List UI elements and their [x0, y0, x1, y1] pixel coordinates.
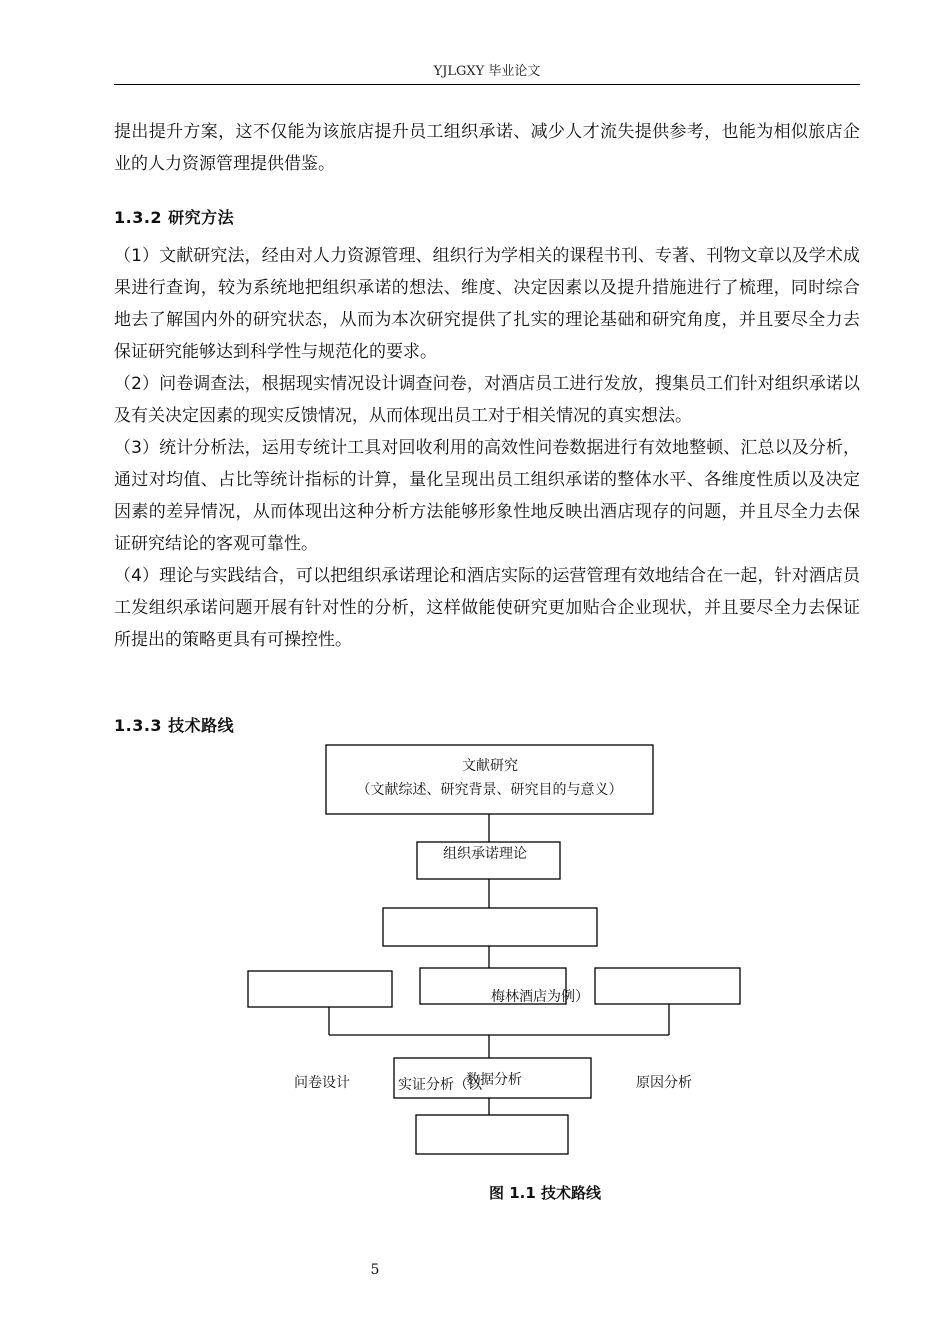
- box2-label: 组织承诺理论: [443, 846, 527, 862]
- method-item-4: （4）理论与实践结合，可以把组织承诺理论和酒店实际的运营管理有效地结合在一起，针对酒店员工发组织承诺问题开展有针对性的分析，这样做能使研究更加贴合企业现状，并且要尽全力去保证所提出的策略更具有可操控性。: [114, 566, 860, 650]
- section-heading-1-3-3: 1.3.3 技术路线: [114, 716, 235, 735]
- hotel-example-label: 梅林酒店为例）: [491, 989, 589, 1005]
- box-left: [248, 971, 392, 1007]
- empirical-analysis-label: 实证分析（以: [398, 1077, 482, 1093]
- cause-analysis-label: 原因分析: [636, 1075, 692, 1091]
- data-analysis-label: 数据分析: [466, 1072, 522, 1088]
- method-item-3: （3）统计分析法，运用专统计工具对回收利用的高效性问卷数据进行有效地整顿、汇总以及分析，通过对均值、占比等统计指标的计算，量化呈现出员工组织承诺的整体水平、各维度性质以及决定因素的差异情况，从而体现出这种分析方法能够形象性地反映出酒店现存的问题，并且尽全力去保证研究结论的客观可靠性。: [114, 438, 860, 554]
- box-empirical-analysis: [383, 908, 597, 946]
- page-number: 5: [370, 1262, 380, 1278]
- running-header: YJLGXY 毕业论文: [433, 64, 541, 79]
- questionnaire-design-label: 问卷设计: [294, 1075, 350, 1091]
- section-heading-1-3-2: 1.3.2 研究方法: [114, 208, 235, 227]
- box-right: [595, 968, 740, 1004]
- box-bottom: [416, 1115, 568, 1154]
- method-item-1: （1）文献研究法，经由对人力资源管理、组织行为学相关的课程书刊、专著、刊物文章以及学术成果进行查询，较为系统地把组织承诺的想法、维度、决定因素以及提升措施进行了梳理，同时综合地去了解国内外的研究状态，从而为本次研究提供了扎实的理论基础和研究角度，并且要尽全力去保证研究能够达到科学性与规范化的要求。: [114, 246, 860, 362]
- method-item-2: （2）问卷调查法，根据现实情况设计调查问卷，对酒店员工进行发放，搜集员工们针对组织承诺以及有关决定因素的现实反馈情况，从而体现出员工对于相关情况的真实想法。: [114, 374, 860, 426]
- box1-subtitle: （文献综述、研究背景、研究目的与意义）: [356, 782, 623, 798]
- box1-title: 文献研究: [462, 758, 518, 774]
- figure-caption: 图 1.1 技术路线: [488, 1184, 602, 1202]
- intro-text: 提出提升方案，这不仅能为该旅店提升员工组织承诺、减少人才流失提供参考，也能为相似旅店企业的人力资源管理提供借鉴。: [114, 122, 860, 174]
